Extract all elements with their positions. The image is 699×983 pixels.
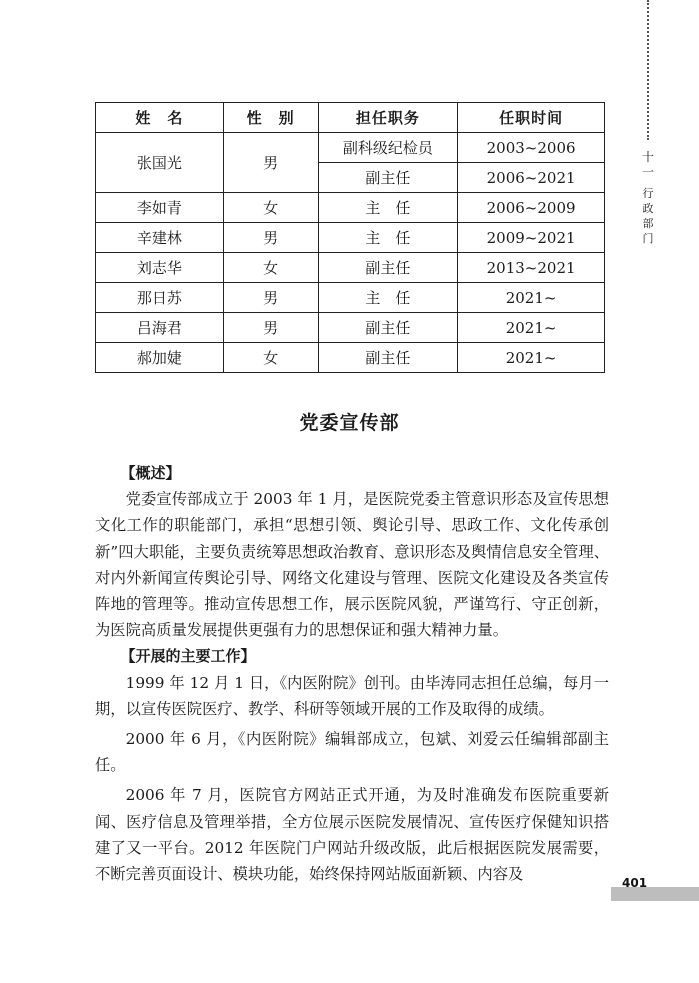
chapter-number: 十一	[641, 150, 654, 179]
cell-name: 那日苏	[96, 283, 224, 313]
header-name: 姓 名	[96, 103, 224, 133]
cell-position: 主 任	[318, 223, 458, 253]
cell-position: 副科级纪检员	[318, 133, 458, 163]
table-row	[96, 343, 605, 373]
cell-gender: 女	[223, 343, 318, 373]
cell-name: 辛建林	[96, 223, 224, 253]
chapter-char: 政	[642, 202, 654, 215]
cell-period: 2021~	[458, 313, 605, 343]
cell-period: 2021~	[458, 343, 605, 373]
cell-gender: 女	[223, 193, 318, 223]
table-body	[96, 133, 605, 373]
overview-paragraph: 党委宣传部成立于 2003 年 1 月，是医院党委主管意识形态及宣传思想文化工作的职能部门，承担“思想引领、舆论引导、思政工作、文化传承创新”四大职能，主要负责统筹思想政治教育、意识形态及舆情信息安全管理、对内外新闻宣传舆论引导、网络文化建设与管理、医院文化建设及各类宣传阵地的管理等。推动宣传思想工作，展示医院风貌，严谨笃行、守正创新，为医院高质量发展提供更强有力的思想保证和强大精神力量。	[95, 490, 609, 640]
cell-name: 刘志华	[96, 253, 224, 283]
chapter-rail	[640, 150, 656, 246]
cell-period: 2013~2021	[458, 253, 605, 283]
header-period: 任职时间	[458, 103, 605, 133]
cell-gender: 男	[223, 223, 318, 253]
cell-name: 李如青	[96, 193, 224, 223]
cell-position: 主 任	[318, 283, 458, 313]
table-header-row	[96, 103, 605, 133]
table-row	[96, 133, 605, 163]
cell-name: 张国光	[96, 133, 224, 193]
table-row	[96, 253, 605, 283]
header-position: 担任职务	[318, 103, 458, 133]
page-number: 401	[622, 876, 648, 890]
cell-name: 吕海君	[96, 313, 224, 343]
cell-gender: 女	[223, 253, 318, 283]
cell-position: 副主任	[318, 163, 458, 193]
cell-position: 副主任	[318, 343, 458, 373]
cell-period: 2006~2009	[458, 193, 605, 223]
cell-period: 2009~2021	[458, 223, 605, 253]
header-gender: 性 别	[223, 103, 318, 133]
cell-period: 2003~2006	[458, 133, 605, 163]
overview-heading: 【概述】	[120, 464, 181, 482]
section-title: 党委宣传部	[299, 412, 400, 434]
cell-gender: 男	[223, 313, 318, 343]
chapter-char: 门	[642, 232, 654, 245]
cell-gender: 男	[223, 283, 318, 313]
cell-gender: 男	[223, 133, 318, 193]
work-heading: 【开展的主要工作】	[120, 647, 256, 666]
staff-table	[95, 102, 605, 373]
work-paragraph: 2000 年 6 月，《内医附院》编辑部成立，包斌、刘爱云任编辑部副主任。	[95, 730, 609, 775]
table-row	[96, 193, 605, 223]
chapter-char: 行	[642, 187, 654, 200]
cell-period: 2006~2021	[458, 163, 605, 193]
chapter-char: 部	[642, 217, 654, 230]
cell-position: 主 任	[318, 193, 458, 223]
cell-position: 副主任	[318, 313, 458, 343]
chapter-rail-line	[647, 0, 649, 140]
table-row	[96, 223, 605, 253]
cell-period: 2021~	[458, 283, 605, 313]
work-paragraph: 2006 年 7 月，医院官方网站正式开通，为及时准确发布医院重要新闻、医疗信息及管理举措，全方位展示医院发展情况、宣传医疗保健知识搭建了又一平台。2012 年医院门户网站升级改版，此后根据医院发展需要，不断完善页面设计、模块功能，始终保持网站版面新颖、内容及	[95, 786, 609, 884]
cell-name: 郝加婕	[96, 343, 224, 373]
table-row	[96, 283, 605, 313]
section-body	[95, 460, 609, 887]
work-paragraph: 1999 年 12 月 1 日，《内医附院》创刊。由毕涛同志担任总编，每月一期，以宣传医院医疗、教学、科研等领域开展的工作及取得的成绩。	[95, 673, 609, 718]
cell-position: 副主任	[318, 253, 458, 283]
table-row	[96, 313, 605, 343]
